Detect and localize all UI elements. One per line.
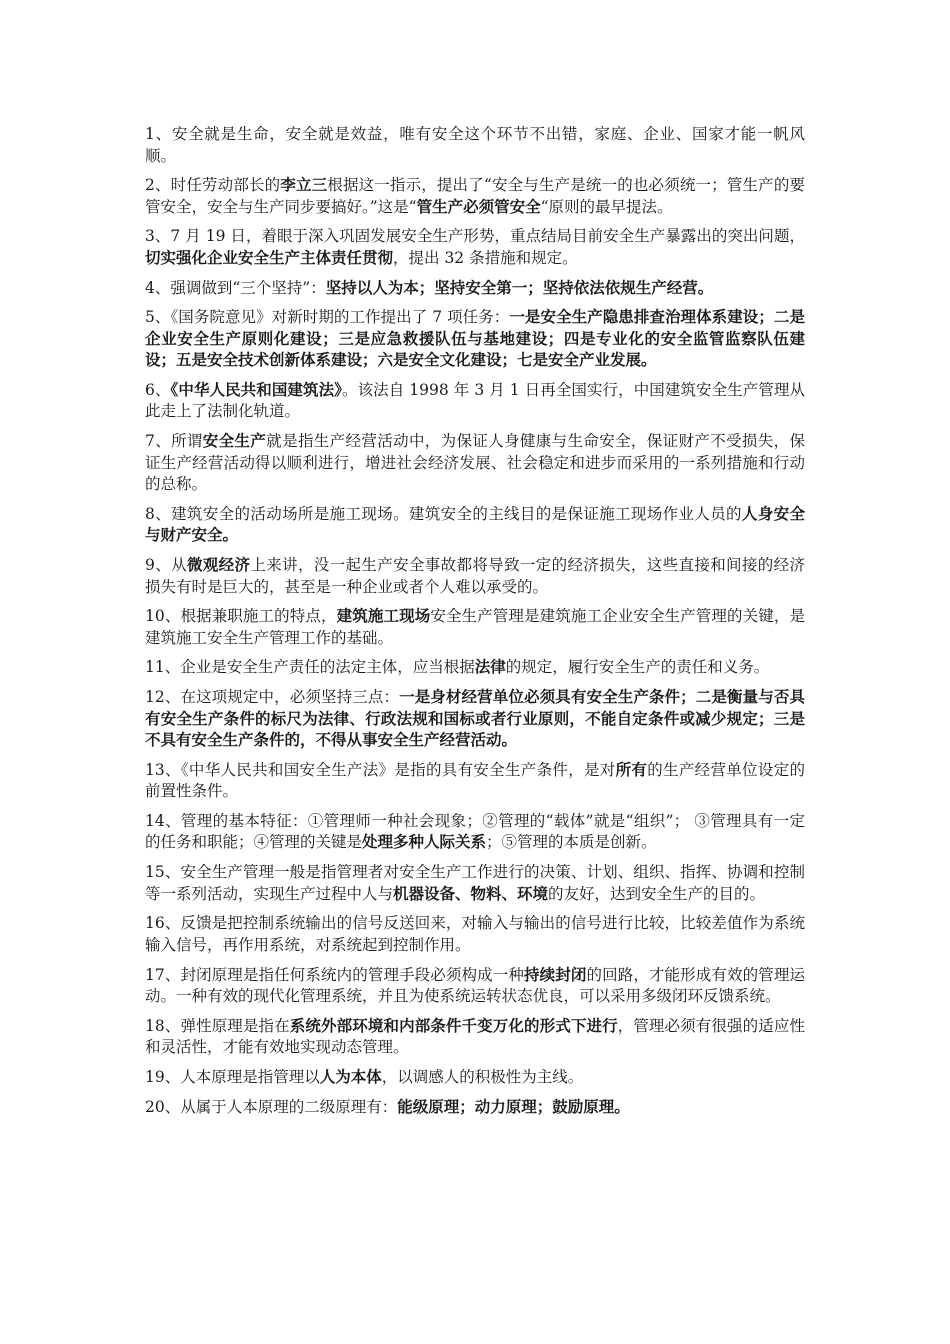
numbered-paragraph bbox=[145, 862, 805, 905]
bold-text: 一是安全生产隐患排查治理体系建设；二是企业安全生产原则化建设；三是应急救援队伍与基地建设；四是专业化的安全监管监察队伍建设；五是安全技术创新体系建设；六是安全文化建设；七是安全产业发展。 bbox=[145, 308, 805, 370]
numbered-paragraph bbox=[145, 278, 805, 300]
paragraph-text: ，提出 32 条措施和规定。 bbox=[393, 248, 578, 267]
paragraph-text: 5、《国务院意见》对新时期的工作提出了 7 项任务： bbox=[145, 308, 510, 327]
paragraph-text: 7、所谓 bbox=[145, 432, 203, 451]
paragraph-text: 8、建筑安全的活动场所是施工现场。建筑安全的主线目的是保证施工现场作业人员的 bbox=[145, 504, 742, 523]
paragraph-text: 2、时任劳动部长的 bbox=[145, 176, 281, 195]
paragraph-text: 19、人本原理是指管理以 bbox=[145, 1067, 320, 1086]
paragraph-text: ，以调感人的积极性为主线。 bbox=[381, 1067, 584, 1086]
bold-text: 管生产必须管安全 bbox=[416, 197, 541, 216]
paragraph-text: 上来讲，没一起生产安全事故都将导致一定的经济损失，这些直接和间接的经济损失有时是巨大的，甚至是一种企业或者个人难以承受的。 bbox=[145, 556, 805, 596]
paragraph-text: 就是指生产经营活动中，为保证人身健康与生命安全，保证财产不受损失，保证生产经营活动得以顺利进行，增进社会经济发展、社会稳定和进步而采用的一系列措施和行动的总称。 bbox=[145, 432, 805, 494]
numbered-paragraph bbox=[145, 555, 805, 598]
paragraph-text: “原则的最早提法。 bbox=[540, 197, 673, 216]
numbered-paragraph bbox=[145, 431, 805, 496]
bold-text: 建筑施工现场 bbox=[336, 607, 431, 626]
bold-text: 坚持以人为本；坚持安全第一；坚持依法依规生产经营。 bbox=[325, 278, 714, 297]
paragraph-text: 的规定，履行安全生产的责任和义务。 bbox=[505, 658, 770, 677]
numbered-paragraph bbox=[145, 175, 805, 218]
bold-text: 一是身材经营单位必须具有安全生产条件；二是衡量与否具有安全生产条件的标尺为法律、行政法规和国标或者行业原则，不能自定条件或减少规定；三是不具有安全生产条件的，不得从事安全生产经营活动。 bbox=[145, 688, 805, 750]
paragraph-text: 20、从属于人本原理的二级原理有： bbox=[145, 1097, 398, 1116]
paragraph-text: 14、管理的基本特征：①管理师一种社会现象；②管理的“载体”就是“组织”； ③管理具有一定的任务和职能；④管理的关键是 bbox=[145, 811, 805, 852]
paragraph-text: 的友好，达到安全生产的目的。 bbox=[548, 884, 766, 903]
paragraph-text: 的生产经营单位设定的前置性条件。 bbox=[145, 760, 805, 801]
bold-text: 系统外部环境和内部条件千变万化的形式下进行 bbox=[289, 1016, 618, 1035]
paragraph-text: 12、在这项规定中，必须坚持三点： bbox=[145, 688, 400, 707]
numbered-paragraph bbox=[145, 380, 805, 423]
bold-text: 机器设备、物料、环境 bbox=[393, 884, 549, 903]
bold-text: 处理多种人际关系 bbox=[362, 833, 487, 852]
numbered-paragraph bbox=[145, 1097, 805, 1119]
bold-text: 李立三 bbox=[280, 176, 328, 195]
numbered-paragraph bbox=[145, 606, 805, 649]
bold-text: 法律 bbox=[474, 658, 506, 677]
numbered-paragraph bbox=[145, 307, 805, 372]
numbered-paragraph bbox=[145, 687, 805, 752]
paragraph-text: 9、从 bbox=[145, 556, 187, 574]
bold-text: 微观经济 bbox=[186, 556, 251, 574]
bold-text: 安全生产 bbox=[202, 432, 267, 451]
numbered-paragraph bbox=[145, 504, 805, 547]
paragraph-text: 4、强调做到“三个坚持”： bbox=[145, 278, 326, 297]
paragraph-text: 的回路，才能形成有效的管理运动。一种有效的现代化管理系统，并且为使系统运转状态优良，可以采用多级闭环反馈系统。 bbox=[145, 965, 805, 1005]
numbered-paragraph bbox=[145, 657, 805, 679]
paragraph-text: 6、 bbox=[145, 380, 171, 399]
bold-text: 人为本体 bbox=[319, 1067, 382, 1086]
paragraph-text: 10、根据兼职施工的特点， bbox=[145, 607, 337, 626]
paragraph-text: 15、安全生产管理一般是指管理者对安全生产工作进行的决策、计划、组织、指挥、协调和控制等一系列活动，实现生产过程中人与 bbox=[145, 863, 805, 903]
numbered-paragraph bbox=[145, 760, 805, 803]
bold-text: 切实强化企业安全生产主体责任贯彻 bbox=[145, 248, 394, 267]
numbered-paragraph bbox=[145, 1067, 805, 1089]
paragraph-text: 根据这一指示，提出了“安全与生产是统一的也必须统一；管生产的要管安全，安全与生产同步要搞好。”这是“ bbox=[145, 176, 805, 216]
numbered-paragraph bbox=[145, 965, 805, 1008]
paragraph-text: 16、反馈是把控制系统输出的信号反送回来，对输入与输出的信号进行比较，比较差值作为系统输入信号，再作用系统，对系统起到控制作用。 bbox=[145, 914, 805, 954]
paragraph-text: 。该法自 1998 年 3 月 1 日再全国实行，中国建筑安全生产管理从此走上了法制化轨道。 bbox=[145, 380, 805, 421]
numbered-paragraph bbox=[145, 913, 805, 956]
paragraph-text: 18、弹性原理是指在 bbox=[145, 1016, 290, 1035]
document-body bbox=[145, 124, 805, 1126]
bold-text: 持续封闭 bbox=[524, 965, 587, 984]
paragraph-text: 1、安全就是生命，安全就是效益，唯有安全这个环节不出错，家庭、企业、国家才能一帆风顺。 bbox=[145, 125, 805, 165]
paragraph-text: 3、7 月 19 日，着眼于深入巩固发展安全生产形势，重点结局目前安全生产暴露出的突出问题， bbox=[145, 227, 805, 246]
paragraph-text: 17、封闭原理是指任何系统内的管理手段必须构成一种 bbox=[145, 965, 524, 984]
numbered-paragraph bbox=[145, 1016, 805, 1059]
numbered-paragraph bbox=[145, 124, 805, 167]
paragraph-text: 11、企业是安全生产责任的法定主体，应当根据 bbox=[145, 658, 475, 677]
paragraph-text: ；⑤管理的本质是创新。 bbox=[486, 833, 657, 852]
paragraph-text: ，管理必须有很强的适应性和灵活性，才能有效地实现动态管理。 bbox=[145, 1016, 805, 1057]
numbered-paragraph bbox=[145, 811, 805, 854]
bold-text: 《中华人民共和国建筑法》 bbox=[170, 380, 342, 399]
bold-text: 能级原理；动力原理；鼓励原理。 bbox=[397, 1097, 630, 1116]
numbered-paragraph bbox=[145, 226, 805, 269]
bold-text: 人身安全与财产安全。 bbox=[145, 504, 805, 545]
bold-text: 所有 bbox=[615, 760, 648, 779]
paragraph-text: 13、《中华人民共和国安全生产法》是指的具有安全生产条件，是对 bbox=[145, 760, 616, 779]
paragraph-text: 安全生产管理是建筑施工企业安全生产管理的关键，是建筑施工安全生产管理工作的基础。 bbox=[145, 607, 805, 647]
